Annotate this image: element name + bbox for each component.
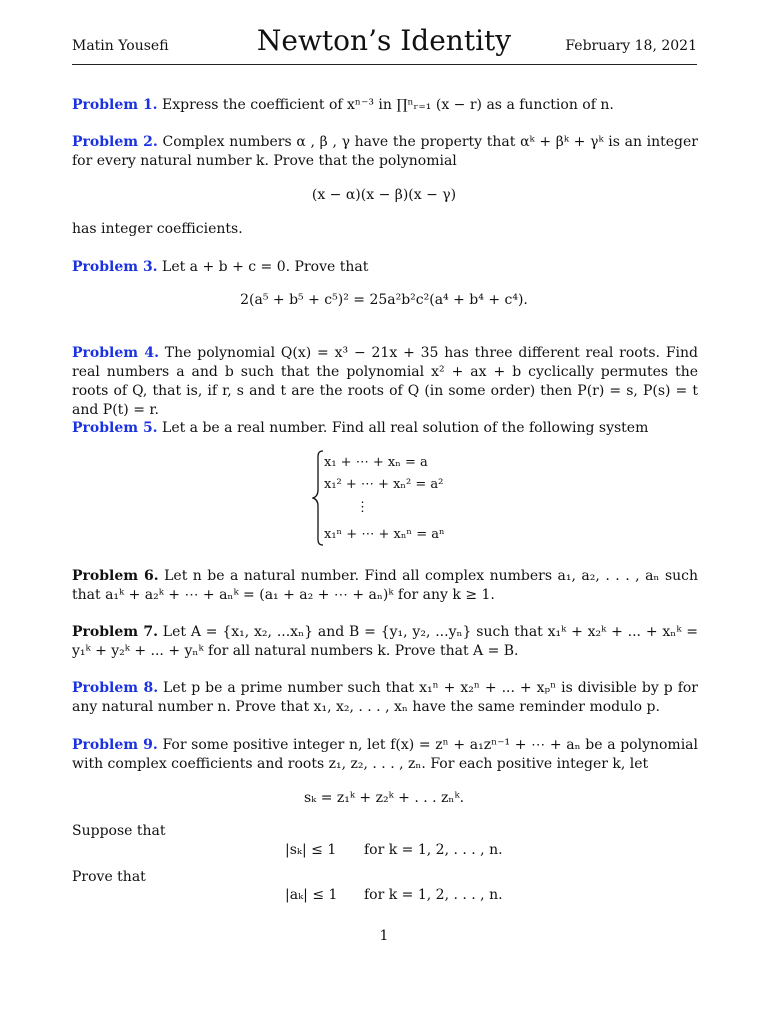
problem-4 — [72, 344, 698, 420]
problem-5-text: Let a be a real number. Find all real solution of the following system — [162, 420, 649, 436]
curly-brace-icon — [312, 450, 324, 546]
problem-7-text: Let A = {x₁, x₂, ...xₙ} and B = {y₁, y₂, ...yₙ} such that x₁ᵏ + x₂ᵏ + ... + xₙᵏ = y₁ᵏ + y₂ᵏ + ... + yₙᵏ for all natural numbers k. Prove that A = B. — [72, 624, 699, 659]
problem-9-condition-1-left: |sₖ| ≤ 1 — [285, 842, 337, 858]
system-line-dots: ⋮ — [356, 500, 369, 515]
system-line-2: x₁² + ⋯ + xₙ² = a² — [324, 477, 444, 492]
problem-9-condition-2-left: |aₖ| ≤ 1 — [285, 887, 338, 903]
header-rule — [72, 64, 697, 65]
problem-2-label: Problem 2. — [72, 134, 158, 150]
page-number: 1 — [379, 928, 389, 944]
document-title: Newton’s Identity — [256, 24, 512, 57]
problem-5 — [72, 419, 698, 438]
problem-8-label: Problem 8. — [72, 680, 159, 696]
problem-9-text: For some positive integer n, let f(x) = zⁿ + a₁zⁿ⁻¹ + ⋯ + aₙ be a polynomial with complex coefficients and roots z₁, z₂, . . . , zₙ. For each positive integer k, let — [72, 737, 699, 772]
problem-1 — [72, 96, 698, 115]
document-date: February 18, 2021 — [565, 38, 697, 54]
system-line-n: x₁ⁿ + ⋯ + xₙⁿ = aⁿ — [324, 527, 445, 542]
problem-9-suppose: Suppose that — [72, 823, 166, 839]
problem-3-text: Let a + b + c = 0. Prove that — [162, 259, 369, 275]
problem-6 — [72, 567, 698, 605]
problem-1-text: Express the coefficient of xⁿ⁻³ in ∏ⁿᵣ₌₁ (x − r) as a function of n. — [162, 97, 614, 113]
problem-3-formula: 2(a⁵ + b⁵ + c⁵)² = 25a²b²c²(a⁴ + b⁴ + c⁴). — [240, 292, 528, 308]
problem-6-label: Problem 6. — [72, 568, 159, 584]
problem-5-label: Problem 5. — [72, 420, 158, 436]
problem-4-label: Problem 4. — [72, 345, 159, 361]
problem-8 — [72, 679, 698, 717]
problem-9-condition-1-right: for k = 1, 2, . . . , n. — [364, 842, 503, 858]
problem-9 — [72, 736, 698, 774]
problem-6-text: Let n be a natural number. Find all complex numbers a₁, a₂, . . . , aₙ such that a₁ᵏ + a₂ᵏ + ⋯ + aₙᵏ = (a₁ + a₂ + ⋯ + aₙ)ᵏ for any k ≥ 1. — [72, 568, 699, 603]
problem-2-text: Complex numbers α , β , γ have the property that αᵏ + βᵏ + γᵏ is an integer for every natural number k. Prove that the polynomial — [72, 134, 699, 169]
problem-8-text: Let p be a prime number such that x₁ⁿ + x₂ⁿ + ... + xₚⁿ is divisible by p for any natural number n. Prove that x₁, x₂, . . . , xₙ have the same reminder modulo p. — [72, 680, 698, 715]
problem-2-after: has integer coefficients. — [72, 221, 243, 237]
problem-1-label: Problem 1. — [72, 97, 158, 113]
problem-9-prove: Prove that — [72, 869, 146, 885]
author-name: Matin Yousefi — [72, 38, 169, 54]
problem-7 — [72, 623, 698, 661]
problem-9-formula: sₖ = z₁ᵏ + z₂ᵏ + . . . zₙᵏ. — [303, 790, 465, 806]
problem-5-system — [312, 448, 482, 548]
problem-3 — [72, 258, 698, 277]
problem-4-text: The polynomial Q(x) = x³ − 21x + 35 has three different real roots. Find real numbers a and b such that the polynomial x² + ax + b cyclically permutes the roots of Q, that is, if r, s and t are the roots of Q (in some order) then P(r) = s, P(s) = t and P(t) = r. — [72, 345, 698, 418]
problem-9-label: Problem 9. — [72, 737, 158, 753]
system-line-1: x₁ + ⋯ + xₙ = a — [324, 455, 428, 470]
problem-2-formula: (x − α)(x − β)(x − γ) — [311, 187, 457, 203]
problem-3-label: Problem 3. — [72, 259, 158, 275]
problem-7-label: Problem 7. — [72, 624, 158, 640]
problem-2 — [72, 133, 698, 171]
problem-9-condition-2-right: for k = 1, 2, . . . , n. — [364, 887, 503, 903]
